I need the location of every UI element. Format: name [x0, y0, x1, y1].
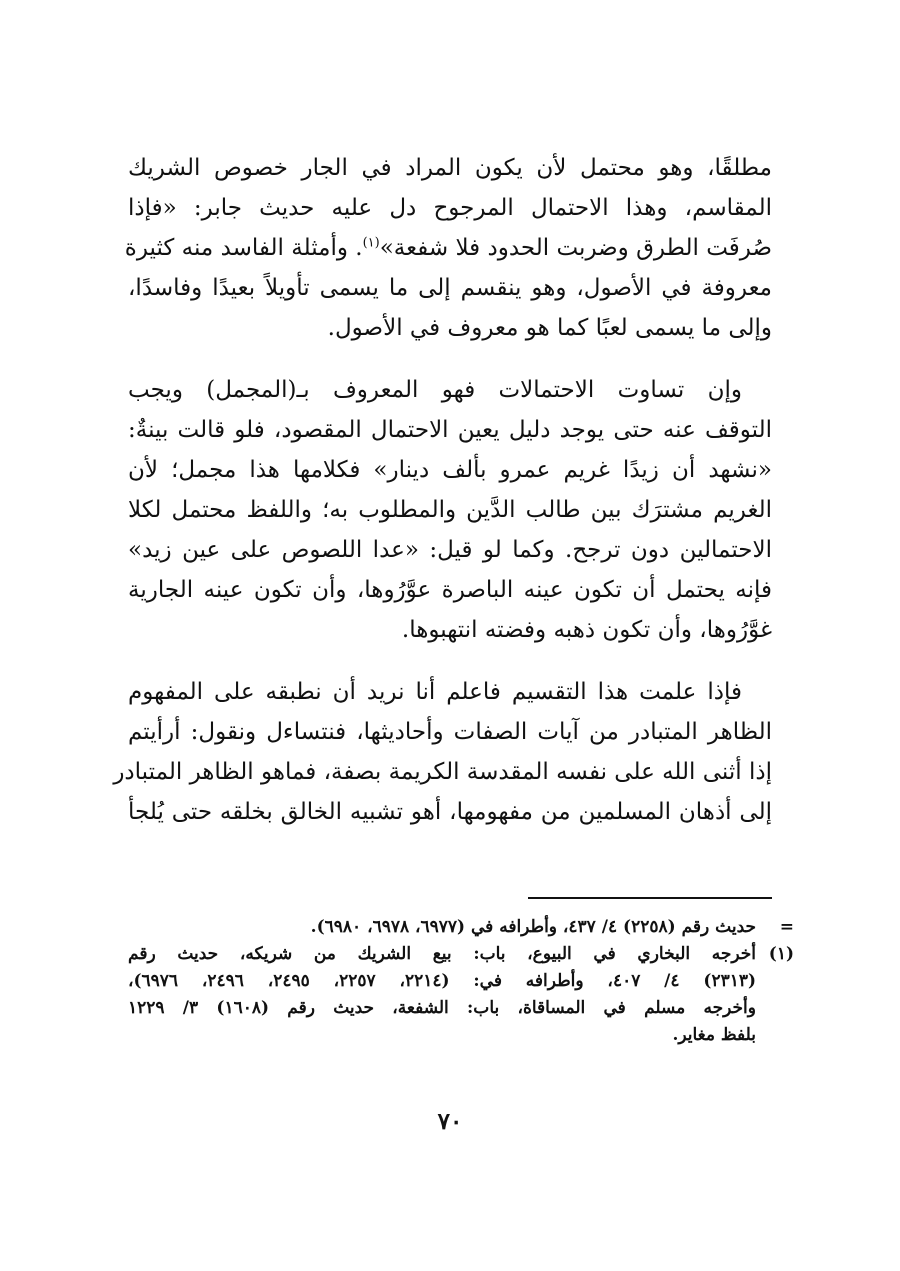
text-line: مطلقًا، وهو محتمل لأن يكون المراد في الجار خصوص الشريك: [128, 155, 772, 181]
text-line: المقاسم، وهذا الاحتمال المرجوح دل عليه حديث جابر: «فإذا: [128, 195, 772, 221]
paragraph-2: [128, 370, 772, 650]
footnote-line: وأخرجه مسلم في المساقاة، باب: الشفعة، حديث رقم (١٦٠٨) ٣/ ١٢٢٩: [128, 998, 756, 1018]
footnote-ref: (١): [362, 235, 380, 251]
main-text: [113, 148, 772, 854]
footnote-body: [128, 941, 756, 1049]
text-line: غوَّرُوها، وأن تكون ذهبه وفضته انتهبوها.: [401, 617, 772, 643]
text-line: وإلى ما يسمى لعبًا كما هو معروف في الأصول.: [327, 315, 772, 341]
footnote-marker: (١): [768, 944, 794, 964]
text-line: [124, 228, 772, 268]
text-line: معروفة في الأصول، وهو ينقسم إلى ما يسمى تأويلاً بعيدًا وفاسدًا،: [128, 275, 772, 301]
text-line: الغريم مشترَك بين طالب الدَّين والمطلوب به؛ واللفظ محتمل لكلا: [128, 497, 772, 523]
footnote-body: [128, 914, 756, 941]
footnote-line: بلفظ مغاير.: [672, 1025, 756, 1045]
footnote-line: حديث رقم (٢٢٥٨) ٤/ ٤٣٧، وأطرافه في (٦٩٧٧، ٦٩٧٨، ٦٩٨٠).: [310, 917, 756, 937]
footnote-1: [128, 941, 794, 1049]
footnotes: [128, 914, 794, 1049]
text-line: فإنه يحتمل أن تكون عينه الباصرة عوَّرُوها، وأن تكون عينه الجارية: [128, 577, 772, 603]
text-line: «نشهد أن زيدًا غريم عمرو بألف دينار» فكلامها هذا مجمل؛ لأن: [128, 457, 772, 483]
paragraph-1: [124, 148, 772, 348]
page-number: ٧٠: [437, 1108, 463, 1135]
quote-tail: . وأمثلة الفاسد منه كثيرة: [124, 235, 363, 261]
quote-text: صُرفَت الطرق وضربت الحدود فلا شفعة»: [379, 235, 772, 261]
text-line: إذا أثنى الله على نفسه المقدسة الكريمة بصفة، فماهو الظاهر المتبادر: [113, 759, 772, 785]
text-line: إلى أذهان المسلمين من مفهومها، أهو تشبيه الخالق بخلقه حتى يُلجأ: [128, 799, 772, 825]
text-line: الظاهر المتبادر من آيات الصفات وأحاديثها، فنتساءل ونقول: أرأيتم: [128, 719, 772, 745]
footnote-line: (٢٣١٣) ٤/ ٤٠٧، وأطرافه في: (٢٢١٤، ٢٢٥٧، ٢٤٩٥، ٢٤٩٦، ٦٩٧٦)،: [128, 971, 757, 991]
paragraph-3: [113, 672, 772, 832]
text-line: وإن تساوت الاحتمالات فهو المعروف بـ(المجمل) ويجب: [128, 377, 742, 403]
footnote-continued: [128, 914, 794, 941]
footnote-separator: [528, 897, 772, 899]
text-line: التوقف عنه حتى يوجد دليل يعين الاحتمال المقصود، فلو قالت بينةٌ:: [128, 417, 772, 443]
footnote-line: أخرجه البخاري في البيوع، باب: بيع الشريك من شريكه، حديث رقم: [128, 944, 756, 964]
footnote-marker: =: [779, 917, 794, 937]
text-line: الاحتمالين دون ترجح. وكما لو قيل: «عدا اللصوص على عين زيد»: [128, 537, 772, 563]
text-line: فإذا علمت هذا التقسيم فاعلم أنا نريد أن نطبقه على المفهوم: [128, 679, 742, 705]
